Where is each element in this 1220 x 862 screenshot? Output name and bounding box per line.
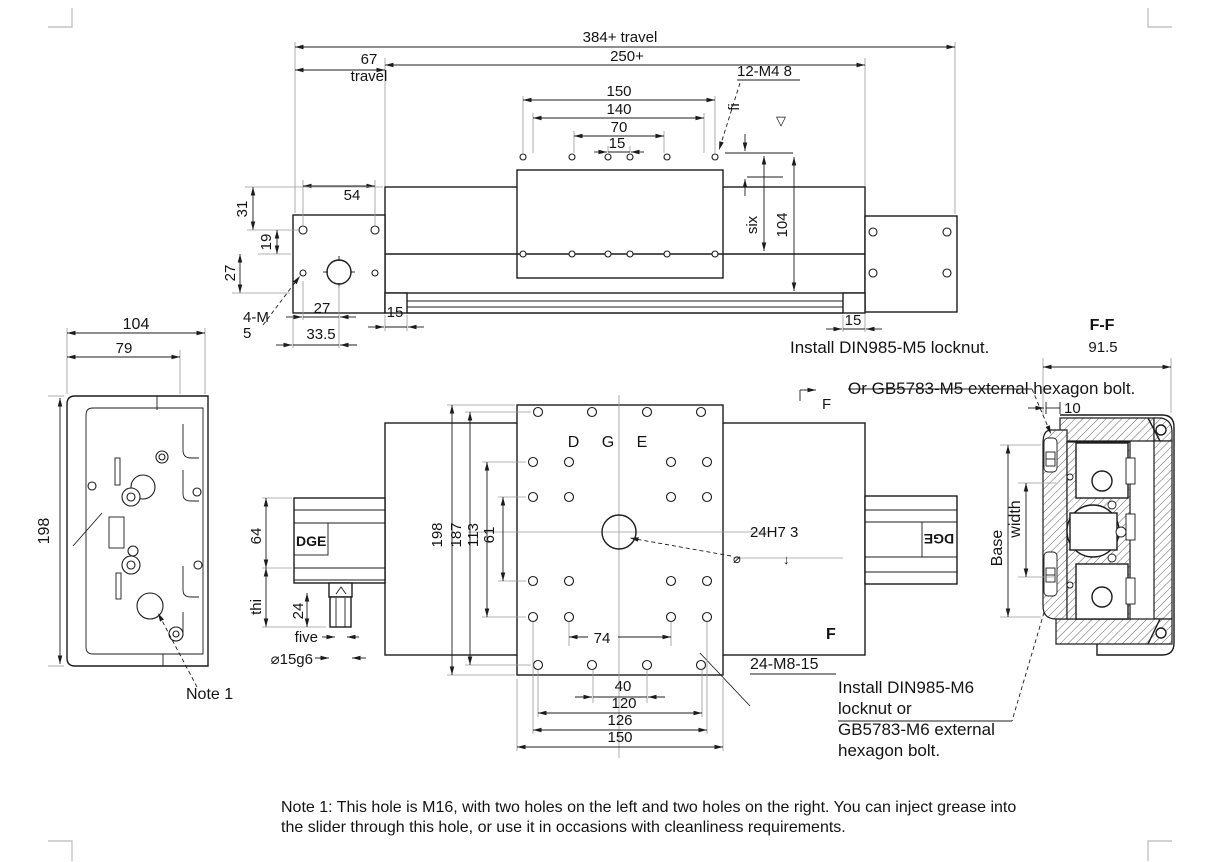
note-m6-line3: GB5783-M6 external xyxy=(838,720,995,739)
section-body xyxy=(1043,415,1174,655)
dim-384-travel: 384+ travel xyxy=(582,29,658,46)
dim-70: 70 xyxy=(610,119,628,136)
dim-33-5: 33.5 xyxy=(306,326,336,343)
footnote-line1: Note 1: This hole is M16, with two holes on the left and two holes on the right. You can inject grease into xyxy=(281,799,1017,816)
motor-assembly xyxy=(294,498,385,627)
dim-67-word: travel xyxy=(350,68,388,85)
dim-width: width xyxy=(1007,500,1024,538)
dim-187: 187 xyxy=(448,522,465,548)
label-4m-line1: 4-M xyxy=(243,309,269,326)
note1-label: Note 1 xyxy=(186,686,234,703)
section-view xyxy=(848,317,1174,655)
section-title: F-F xyxy=(1089,317,1115,334)
dim-five: five xyxy=(294,629,318,646)
dim-250: 250+ xyxy=(610,48,644,65)
dim-91-5: 91.5 xyxy=(1088,339,1118,356)
section-marker-f-bottom: F xyxy=(826,626,836,643)
rail-logo-reversed: DGE xyxy=(923,531,955,547)
dim-40: 40 xyxy=(614,678,632,695)
dim-198-side: 198 xyxy=(36,517,53,545)
dim-15-left: 15 xyxy=(386,304,404,321)
finish-symbol-icon: ▽ xyxy=(776,113,786,128)
dim-79: 79 xyxy=(115,340,133,357)
dim-10: 10 xyxy=(1064,400,1081,417)
dim-15-top: 15 xyxy=(608,135,626,152)
dim-104-top: 104 xyxy=(774,212,791,238)
label-4m-line2: 5 xyxy=(243,325,252,342)
top-view xyxy=(222,29,989,357)
note-m6-line4: hexagon bolt. xyxy=(838,741,941,760)
carriage-logo: D G E xyxy=(567,434,657,451)
diameter-icon: ⌀ xyxy=(733,551,741,566)
dim-74: 74 xyxy=(593,630,611,647)
note-m6-line1: Install DIN985-M6 xyxy=(838,678,975,697)
dim-67: 67 xyxy=(360,51,378,68)
dim-six: six xyxy=(744,215,761,235)
dim-15-right: 15 xyxy=(844,312,862,329)
dim-54: 54 xyxy=(343,187,361,204)
note1-leader xyxy=(158,613,197,687)
note-m6-line2: locknut or xyxy=(838,699,912,718)
dim-27-side: 27 xyxy=(222,264,239,282)
dim-113: 113 xyxy=(465,523,482,547)
side-view xyxy=(36,316,233,703)
section-marker-f-top: F xyxy=(822,396,832,413)
side-view-labels xyxy=(36,316,233,703)
label-fi: fi xyxy=(726,103,743,111)
dim-150-top: 150 xyxy=(606,83,632,100)
dim-base: Base xyxy=(989,529,1006,567)
note-locknut-m5: Install DIN985-M5 locknut. xyxy=(790,338,990,357)
dim-31: 31 xyxy=(234,200,251,218)
label-12-m4: 12-M4 8 xyxy=(737,63,793,80)
dim-104-side: 104 xyxy=(122,316,150,333)
dim-61: 61 xyxy=(481,526,498,544)
footnote-line2: the slider through this hole, or use it in occasions with cleanliness requirements. xyxy=(281,819,846,836)
bore-label: 24H7 3 xyxy=(750,524,799,541)
dim-150-plan: 150 xyxy=(607,729,633,746)
dim-27: 27 xyxy=(313,300,331,317)
dim-64: 64 xyxy=(248,527,265,545)
dim-24: 24 xyxy=(290,602,307,620)
dim-19: 19 xyxy=(258,233,275,251)
depth-arrow-icon: ↓ xyxy=(783,552,790,567)
footnote xyxy=(281,799,1016,836)
dim-thi: thi xyxy=(248,599,265,615)
side-view-body xyxy=(67,396,208,666)
note-hexbolt-m5: Or GB5783-M5 external hexagon bolt. xyxy=(848,379,1136,398)
dim-15g6: ⌀15g6 xyxy=(270,651,313,668)
dim-198-plan: 198 xyxy=(429,522,446,548)
motor-logo: DGE xyxy=(296,533,327,549)
label-24-m8: 24-M8-15 xyxy=(750,656,819,673)
dim-140: 140 xyxy=(606,101,632,118)
dim-126: 126 xyxy=(607,712,633,729)
dim-120: 120 xyxy=(611,695,637,712)
top-view-body xyxy=(293,154,957,313)
plan-view xyxy=(248,390,1048,760)
